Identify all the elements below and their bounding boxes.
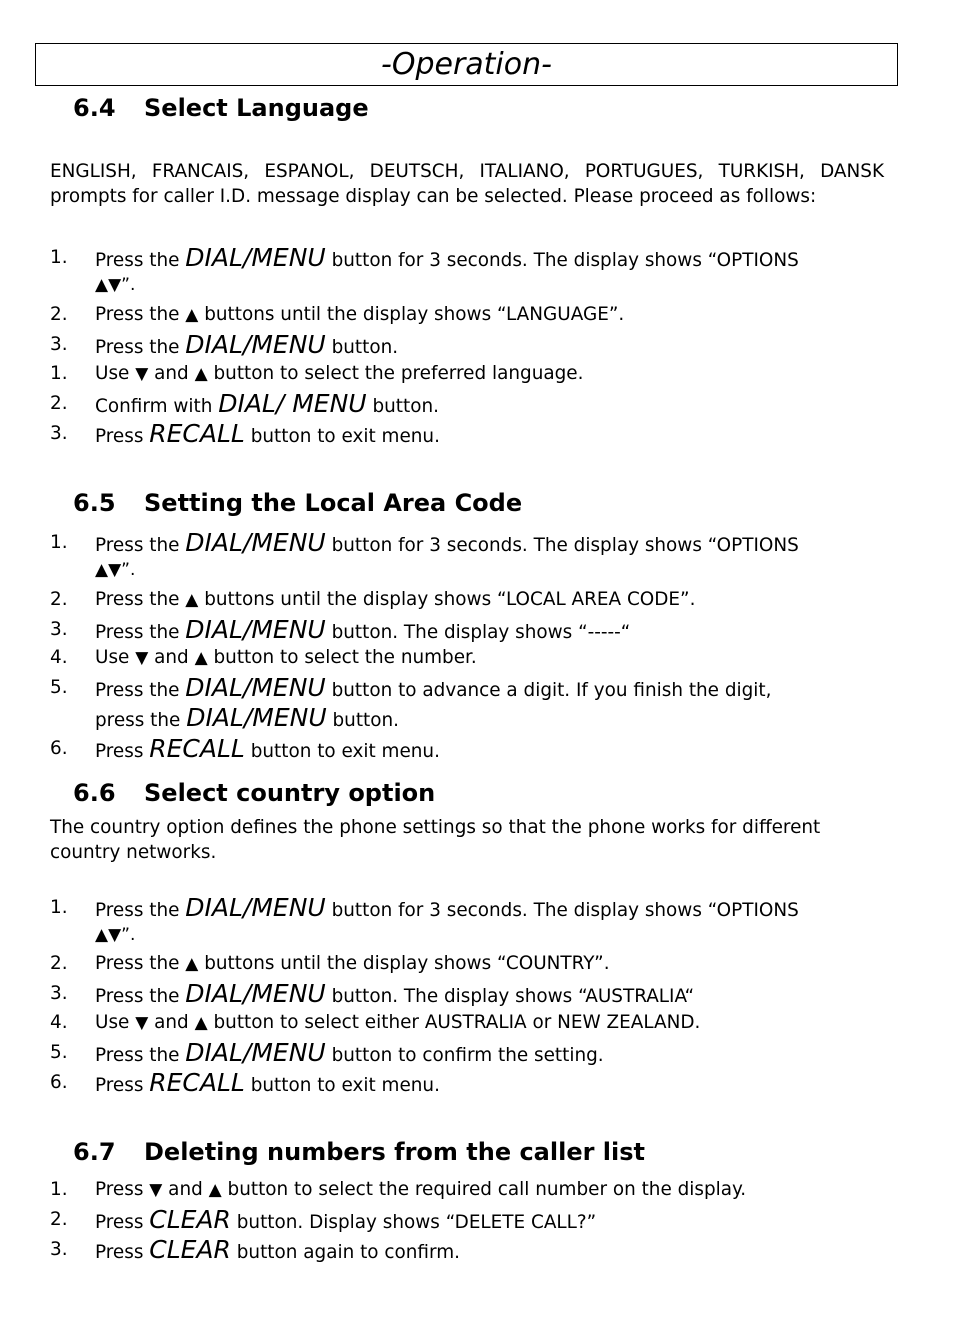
- up-down-arrows-icon: ▲▼”.: [95, 925, 136, 945]
- section-heading: 6.6 Select country option: [73, 779, 436, 807]
- down-arrow-icon: ▼: [135, 1013, 149, 1033]
- up-arrow-icon: ▲: [185, 590, 199, 610]
- dial-menu-keyword: DIAL/MENU: [185, 528, 326, 557]
- up-arrow-icon: ▲: [194, 1013, 208, 1033]
- list-item-continuation: press the DIAL/MENU button.: [95, 703, 399, 732]
- recall-keyword: RECALL: [149, 419, 245, 448]
- down-arrow-icon: ▼: [149, 1180, 163, 1200]
- page-header: -Operation-: [35, 43, 898, 86]
- clear-keyword: CLEAR: [149, 1235, 231, 1264]
- dial-menu-keyword: DIAL/MENU: [185, 893, 326, 922]
- dial-menu-keyword: DIAL/MENU: [185, 673, 326, 702]
- down-arrow-icon: ▼: [135, 648, 149, 668]
- section-intro: The country option defines the phone settings so that the phone works for different country networks.: [50, 817, 821, 863]
- dial-menu-keyword: DIAL/MENU: [186, 703, 327, 732]
- dial-menu-keyword: DIAL/ MENU: [218, 389, 367, 418]
- section-heading: 6.4 Select Language: [73, 94, 369, 122]
- dial-menu-keyword: DIAL/MENU: [185, 330, 326, 359]
- list-item-continuation: [95, 270, 135, 300]
- up-arrow-icon: ▲: [185, 954, 199, 974]
- clear-keyword: CLEAR: [149, 1205, 231, 1234]
- dial-menu-keyword: DIAL/MENU: [185, 979, 326, 1008]
- section-heading: 6.7 Deleting numbers from the caller list: [73, 1138, 646, 1166]
- list-item-continuation: [95, 555, 135, 585]
- section-heading: 6.5 Setting the Local Area Code: [73, 489, 523, 517]
- list-item-continuation: [95, 920, 135, 950]
- up-down-arrows-icon: ▲▼”.: [95, 560, 136, 580]
- up-arrow-icon: ▲: [208, 1180, 222, 1200]
- up-arrow-icon: ▲: [185, 305, 199, 325]
- down-arrow-icon: ▼: [135, 364, 149, 384]
- recall-keyword: RECALL: [149, 1068, 245, 1097]
- dial-menu-keyword: DIAL/MENU: [185, 243, 326, 272]
- dial-menu-keyword: DIAL/MENU: [185, 615, 326, 644]
- up-down-arrows-icon: ▲▼”.: [95, 275, 136, 295]
- up-arrow-icon: ▲: [194, 648, 208, 668]
- up-arrow-icon: ▲: [194, 364, 208, 384]
- section-intro: ENGLISH, FRANCAIS, ESPANOL, DEUTSCH, ITALIANO, PORTUGUES, TURKISH, DANSK prompts for caller I.D. message display can be selected. Please proceed as follows:: [50, 161, 884, 207]
- recall-keyword: RECALL: [149, 734, 245, 763]
- dial-menu-keyword: DIAL/MENU: [185, 1038, 326, 1067]
